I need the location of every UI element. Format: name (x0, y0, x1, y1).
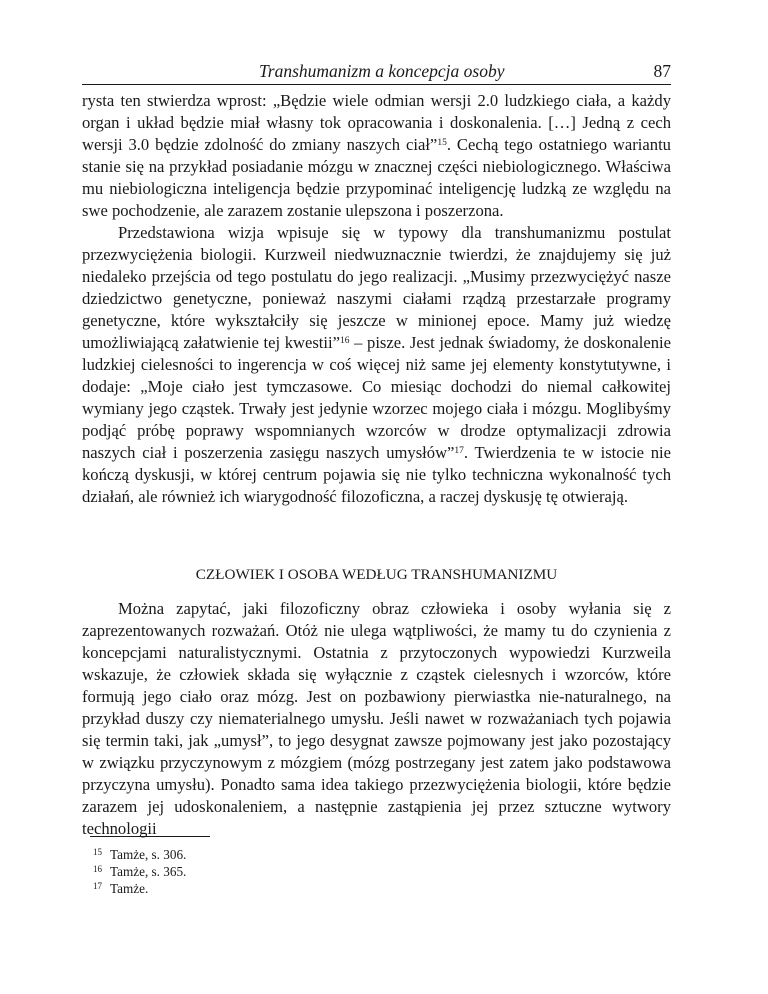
paragraph: Można zapytać, jaki filozoficzny obraz człowieka i osoby wyłania się z zaprezentowanych rozważań. Otóż nie ulega wątpliwości, że mamy tu do czynienia z koncepcjami naturalistycznymi. Ostatnia z przytoczonych wypowiedzi Kurzweila wskazuje, że człowiek składa się wyłącznie z cząstek cielesnych i wzorców, które formują jego ciało oraz mózg. Jest on pozbawiony pierwiastka nie-naturalnego, na przykład duszy czy niematerialnego umysłu. Jeśli nawet w rozważaniach tych pojawia się termin taki, jak „umysł”, to jego desygnat zawsze pojmowany jest jako pozostający w związku przyczynowym z mózgiem (mózg postrzegany jest zatem jako podstawowa przyczyna umysłu). Ponadto sama idea takiego przezwyciężenia biologii, które będzie zarazem jej udoskonaleniem, a następnie zastąpienia jej przez sztuczne wytwory technologii (82, 599, 671, 838)
page-number: 87 (653, 61, 671, 81)
header-rule (82, 84, 671, 85)
section-heading: CZŁOWIEK I OSOBA WEDŁUG TRANSHUMANIZMU (195, 566, 558, 583)
footnote-ref: 17 (454, 446, 464, 456)
footnote (93, 880, 186, 897)
footnote-number: 16 (93, 864, 102, 874)
paragraph (82, 222, 671, 508)
footnote (93, 846, 187, 863)
footnotes (93, 846, 187, 897)
footnote-text: Tamże, s. 365. (110, 864, 187, 879)
paragraph-text: rysta ten stwierdza wprost: „Będzie wiele odmian wersji 2.0 ludzkiego ciała, a każdy organ i układ będzie miał własny tok opracowania i doskonalenia. […] Jedną z cech wersji 3.0 będzie zdolność do zmiany naszych ciał” (82, 91, 671, 154)
footnote-ref: 15 (437, 138, 447, 148)
paragraph-text: . Cechą tego ostatniego wariantu stanie się na przykład posiadanie mózgu w znacznej części niebiologicznego. Właściwa mu niebiologiczna inteligencja będzie przypominać inteligencję ludzką ze względu na swe pochodzenie, ale zarazem zostanie ulepszona i poszerzona. (82, 135, 671, 220)
footnote-rule (90, 836, 210, 837)
running-header (82, 60, 671, 84)
footnote-text: Tamże, s. 306. (110, 847, 187, 862)
paragraph (82, 90, 671, 222)
footnote-ref: 16 (340, 336, 350, 346)
footnote-text: Tamże. (110, 881, 149, 896)
section-body (82, 598, 671, 840)
paragraph-text: . Twierdzenia te w istocie nie kończą dyskusji, w której centrum pojawia się nie tylko techniczna wykonalność tych działań, ale również ich wiarygodność filozoficzna, a raczej dyskusję tę otwierają. (82, 443, 671, 506)
paragraph-text: Przedstawiona wizja wpisuje się w typowy dla transhumanizmu postulat przezwyciężenia biologii. Kurzweil niedwuznacznie twierdzi, że znajdujemy się już niedaleko przejścia od tego postulatu do jego realizacji. „Musimy przezwyciężyć nasze dziedzictwo genetyczne, ponieważ naszymi ciałami rządzą przestarzałe programy genetyczne, które wykształciły się jeszcze w minionej epoce. Mamy już wiedzę umożliwiającą załatwienie tej kwestii” (82, 223, 671, 352)
running-title: Transhumanizm a koncepcja osoby (259, 61, 505, 81)
footnote (93, 863, 187, 880)
footnote-number: 17 (93, 881, 102, 891)
body-text (82, 90, 671, 508)
footnote-number: 15 (93, 847, 102, 857)
paragraph-text: – pisze. Jest jednak świadomy, że doskonalenie ludzkiej cielesności to ingerencja w coś więcej niż same jej elementy konstytutywne, i dodaje: „Moje ciało jest tymczasowe. Co miesiąc dochodzi do niemal całkowitej wymiany jego cząstek. Trwały jest jedynie wzorzec mojego ciała i mózgu. Moglibyśmy podjąć próbę poprawy wspomnianych wzorców w drodze optymalizacji zdrowia naszych ciał i poszerzenia zasięgu naszych umysłów” (82, 333, 671, 462)
